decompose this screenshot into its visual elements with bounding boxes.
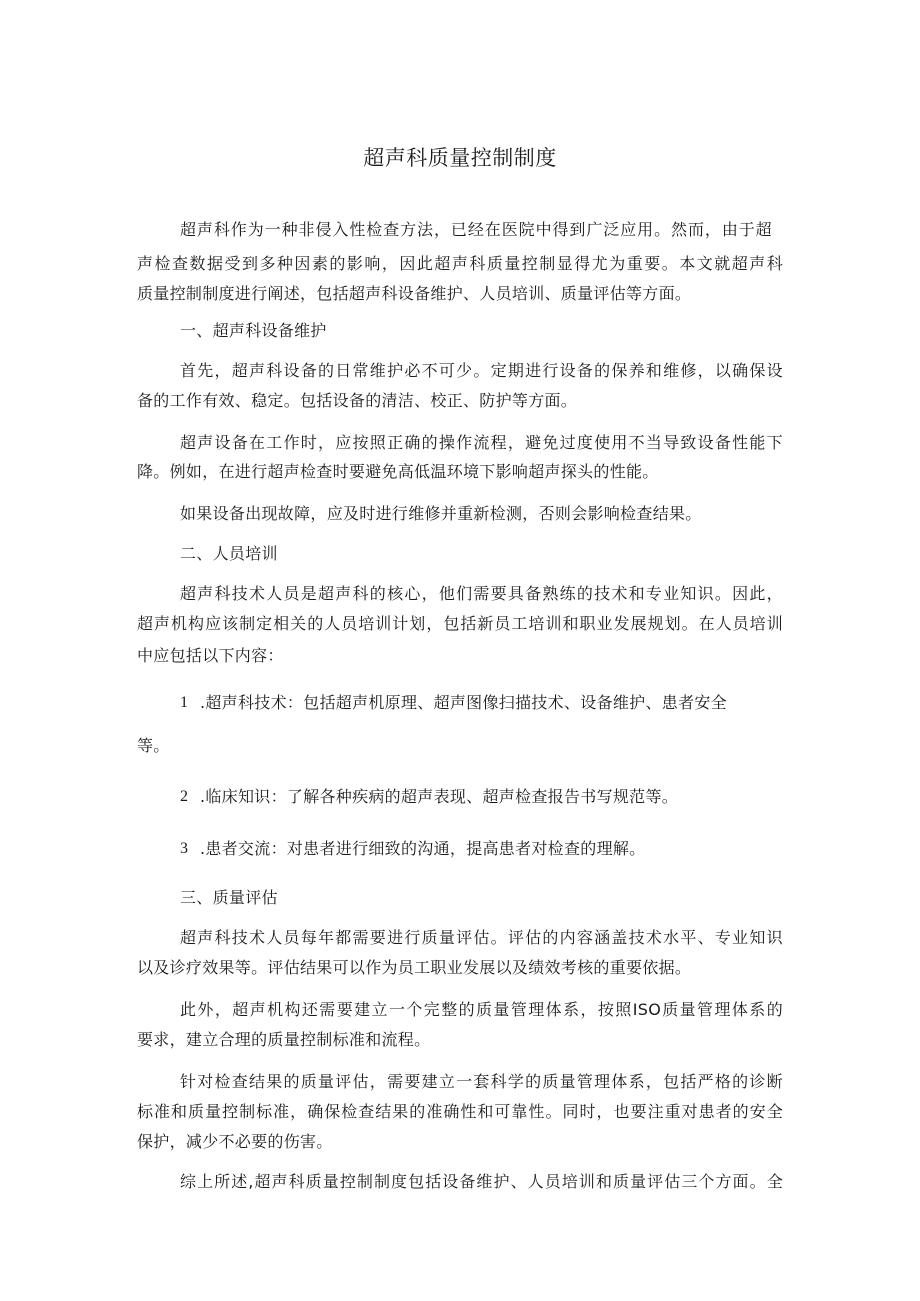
section-heading-1: 一、超声科设备维护 — [180, 321, 327, 340]
intro-line-3: 质量控制制度进行阐述，包括超声科设备维护、人员培训、质量评估等方面。 — [137, 284, 692, 303]
intro-line-1: 超声科作为一种非侵入性检查方法，已经在医院中得到广泛应用。然而，由于超 — [180, 220, 772, 239]
list-number-2: 2 — [180, 788, 189, 805]
section1-p3: 如果设备出现故障，应及时进行维修并重新检测，否则会影响检查结果。 — [180, 504, 702, 523]
section2-p1-line-1: 超声科技术人员是超声科的核心，他们需要具备熟练的技术和专业知识。因此， — [180, 584, 783, 603]
list-item-2: .临床知识：了解各种疾病的超声表现、超声检查报告书写规范等。 — [200, 787, 679, 806]
list-item-1: .超声科技术：包括超声机原理、超声图像扫描技术、设备维护、患者安全 — [200, 693, 727, 712]
section1-p2-line-2: 降。例如，在进行超声检查时要避免高低温环境下影响超声探头的性能。 — [137, 462, 659, 481]
list-number-1: 1 — [180, 694, 189, 711]
section3-p1-line-2: 以及诊疗效果等。评估结果可以作为员工职业发展以及绩效考核的重要依据。 — [137, 958, 692, 977]
section3-p3-line-2: 标准和质量控制标准，确保检查结果的准确性和可靠性。同时，也要注重对患者的安全 — [137, 1102, 783, 1121]
list-item-3: .患者交流：对患者进行细致的沟通，提高患者对检查的理解。 — [200, 839, 646, 858]
intro-line-2: 声检查数据受到多种因素的影响，因此超声科质量控制显得尤为重要。本文就超声科 — [137, 254, 783, 273]
list-item-1-continuation: 等。 — [137, 736, 170, 755]
section2-p1-line-3: 中应包括以下内容： — [137, 646, 284, 665]
section-heading-3: 三、质量评估 — [180, 888, 278, 907]
section3-p1-line-1: 超声科技术人员每年都需要进行质量评估。评估的内容涵盖技术水平、专业知识 — [180, 928, 783, 947]
section1-p1-line-2: 备的工作有效、稳定。包括设备的清洁、校正、防护等方面。 — [137, 391, 578, 410]
section3-p3-line-1: 针对检查结果的质量评估，需要建立一套科学的质量管理体系，包括严格的诊断 — [180, 1072, 783, 1091]
section3-p4-line-1: 综上所述,超声科质量控制制度包括设备维护、人员培训和质量评估三个方面。全 — [180, 1172, 783, 1191]
section1-p1-line-1: 首先，超声科设备的日常维护必不可少。定期进行设备的保养和维修，以确保设 — [180, 361, 783, 380]
section3-p2-line-2: 要求，建立合理的质量控制标准和流程。 — [137, 1030, 431, 1049]
section1-p2-line-1: 超声设备在工作时，应按照正确的操作流程，避免过度使用不当导致设备性能下 — [180, 433, 783, 452]
section3-p2-line-1: 此外，超声机构还需要建立一个完整的质量管理体系，按照ISO质量管理体系的 — [180, 1000, 783, 1019]
section3-p3-line-3: 保护，减少不必要的伤害。 — [137, 1132, 333, 1151]
list-number-3: 3 — [180, 840, 189, 857]
section-heading-2: 二、人员培训 — [180, 544, 278, 563]
section2-p1-line-2: 超声机构应该制定相关的人员培训计划，包括新员工培训和职业发展规划。在人员培训 — [137, 614, 783, 633]
document-title: 超声科质量控制制度 — [363, 146, 557, 170]
